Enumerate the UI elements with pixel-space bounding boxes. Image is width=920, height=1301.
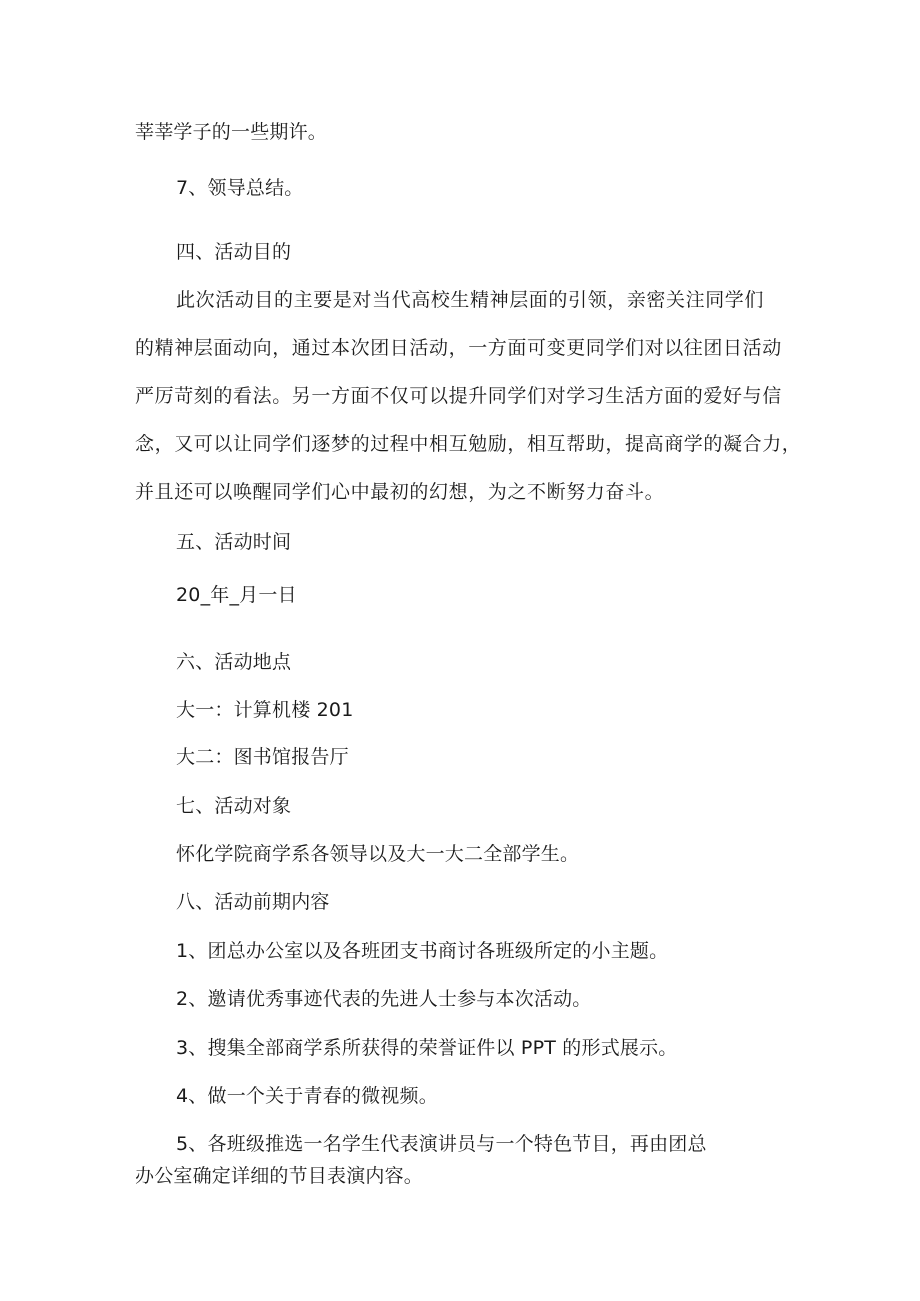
section-6-heading: 六、活动地点: [176, 651, 292, 673]
list-item: 4、做一个关于青春的微视频。: [176, 1085, 438, 1107]
list-item: 2、邀请优秀事迹代表的先进人士参与本次活动。: [176, 988, 592, 1010]
section-4-heading: 四、活动目的: [176, 241, 292, 263]
location-item: 大一：计算机楼 201: [176, 699, 354, 721]
section-5-body: 20_年_月一日: [176, 584, 297, 606]
paragraph-line: 念，又可以让同学们逐梦的过程中相互勉励，相互帮助，提高商学的凝合力，: [135, 433, 802, 455]
location-item: 大二：图书馆报告厅: [176, 746, 349, 768]
paragraph-line: 的精神层面动向，通过本次团日活动，一方面可变更同学们对以往团日活动: [135, 337, 782, 359]
section-7-body: 怀化学院商学系各领导以及大一大二全部学生。: [176, 843, 580, 865]
section-4-paragraph: [135, 288, 802, 528]
list-item: 5、各班级推选一名学生代表演讲员与一个特色节目，再由团总: [176, 1133, 707, 1155]
section-7-heading: 七、活动对象: [176, 795, 292, 817]
continuation-line: 莘莘学子的一些期许。: [135, 121, 328, 143]
paragraph-line: 此次活动目的主要是对当代高校生精神层面的引领，亲密关注同学们: [176, 289, 765, 311]
paragraph-line: 严厉苛刻的看法。另一方面不仅可以提升同学们对学习生活方面的爱好与信: [135, 385, 782, 407]
paragraph-line: 并且还可以唤醒同学们心中最初的幻想，为之不断努力奋斗。: [135, 481, 665, 503]
list-item-continuation: 办公室确定详细的节目表演内容。: [135, 1165, 424, 1187]
section-8-heading: 八、活动前期内容: [176, 891, 330, 913]
list-item: 3、搜集全部商学系所获得的荣誉证件以 PPT 的形式展示。: [176, 1037, 678, 1059]
step-7: 7、领导总结。: [176, 177, 304, 199]
section-5-heading: 五、活动时间: [176, 531, 292, 553]
list-item: 1、团总办公室以及各班团支书商讨各班级所定的小主题。: [176, 940, 669, 962]
